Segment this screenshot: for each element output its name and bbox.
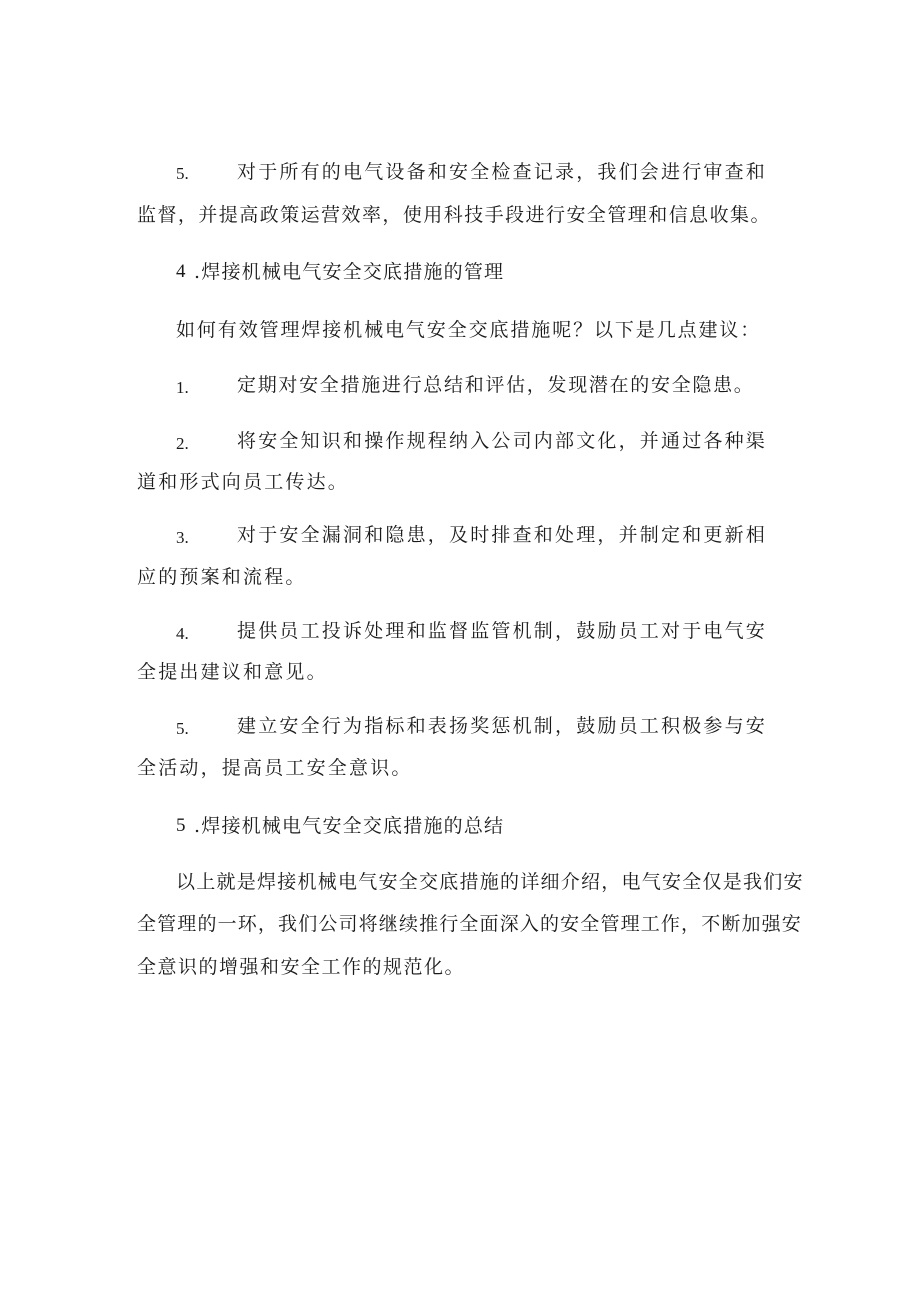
list-item-number: 4. <box>176 624 189 643</box>
summary-text: 全意识的增强和安全工作的规范化。 <box>137 956 466 978</box>
summary-text: 全管理的一环，我们公司将继续推行全面深入的安全管理工作，不断加强安 <box>137 913 802 935</box>
list-item-number: 2. <box>176 434 189 453</box>
list-item-number: 3. <box>176 528 189 547</box>
section-number: 5 <box>176 815 186 836</box>
list-item-text: 应的预案和流程。 <box>137 566 307 588</box>
list-item-text: 提供员工投诉处理和监督监管机制，鼓励员工对于电气安 <box>237 620 768 642</box>
section-number: 4 <box>176 261 186 282</box>
list-item-text: 全活动，提高员工安全意识。 <box>137 757 413 779</box>
list-item-text: 定期对安全措施进行总结和评估，发现潜在的安全隐患。 <box>237 374 755 396</box>
section-title: .焊接机械电气安全交底措施的总结 <box>194 815 505 837</box>
list-item-text: 监督，并提高政策运营效率，使用科技手段进行安全管理和信息收集。 <box>137 204 771 226</box>
summary-text: 以上就是焊接机械电气安全交底措施的详细介绍，电气安全仅是我们安 <box>176 871 804 893</box>
section-title: .焊接机械电气安全交底措施的管理 <box>194 261 505 283</box>
list-item-text: 道和形式向员工传达。 <box>137 471 350 493</box>
intro-text: 如何有效管理焊接机械电气安全交底措施呢？以下是几点建议： <box>176 319 762 341</box>
list-item-text: 建立安全行为指标和表扬奖惩机制，鼓励员工积极参与安 <box>237 715 768 737</box>
list-item-text: 对于安全漏洞和隐患，及时排查和处理，并制定和更新相 <box>237 524 768 546</box>
list-item-text: 对于所有的电气设备和安全检查记录，我们会进行审查和 <box>237 161 768 183</box>
list-item-number: 5. <box>176 164 189 183</box>
list-item-text: 全提出建议和意见。 <box>137 661 328 683</box>
list-item-number: 5. <box>176 719 189 738</box>
list-item-text: 将安全知识和操作规程纳入公司内部文化，并通过各种渠 <box>237 430 768 452</box>
list-item-number: 1. <box>176 378 189 397</box>
